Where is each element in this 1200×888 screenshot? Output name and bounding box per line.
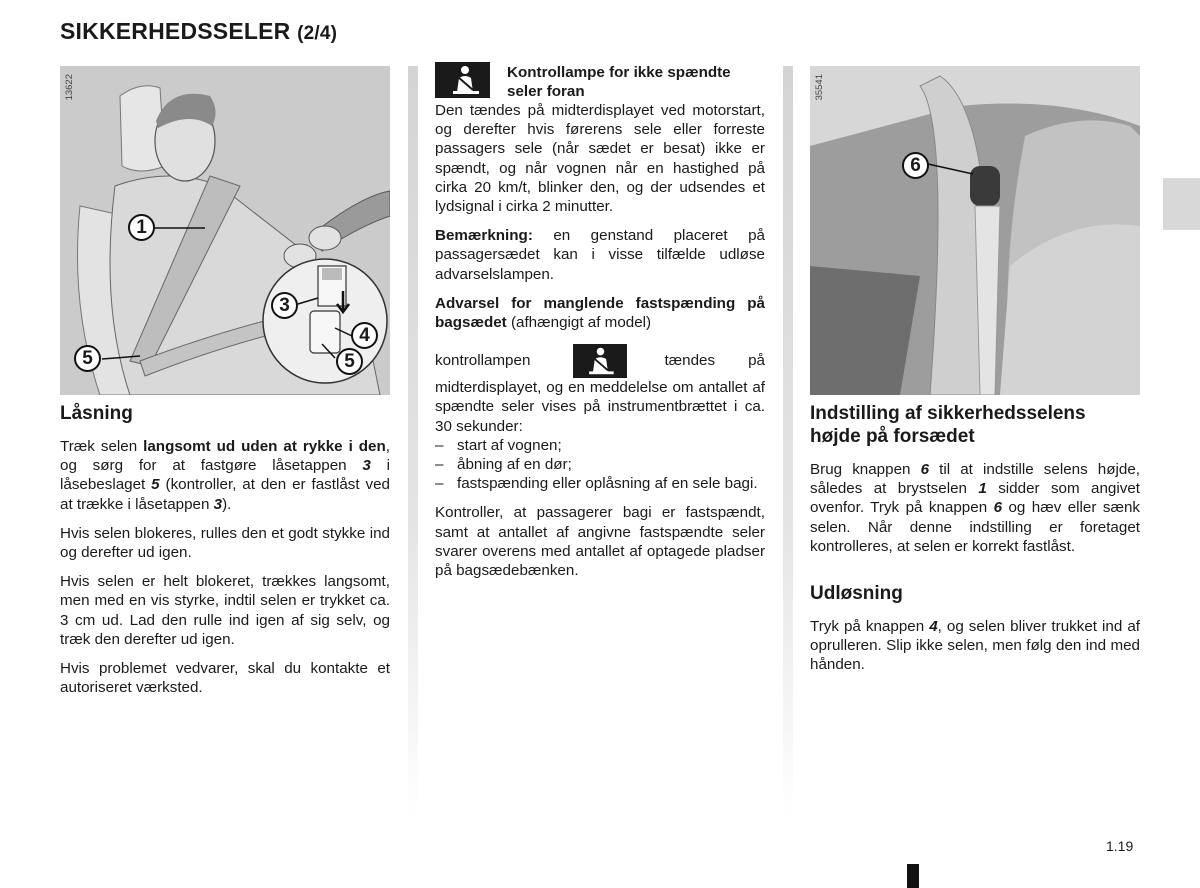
callout-5: 5 xyxy=(74,345,101,372)
section-heading-locking: Låsning xyxy=(60,403,133,424)
text: Tryk på knappen xyxy=(810,618,930,636)
callout-6: 6 xyxy=(902,152,929,179)
ref-number: 4 xyxy=(929,618,938,636)
paragraph-rear-check: Kontroller, at passagerer bagi er fastspændt, samt at antallet af angivne fastspændte seler svarer overens med antallet af optagede pladser på bagsædebænken. xyxy=(435,504,765,580)
title-part: (2/4) xyxy=(297,23,338,44)
interior-illustration xyxy=(810,66,1140,395)
text: Træk selen xyxy=(60,438,144,455)
page-number: 1.19 xyxy=(1106,838,1134,854)
list-item-text: åbning af en dør; xyxy=(457,456,572,474)
seatbelt-warning-icon xyxy=(573,344,627,378)
left-column xyxy=(60,402,390,707)
callout-1: 1 xyxy=(128,214,155,241)
ref-number: 3 xyxy=(362,457,371,475)
middle-column xyxy=(435,101,765,590)
paragraph-locking-1 xyxy=(60,437,390,514)
figure-belt-height xyxy=(810,66,1140,395)
text: en genstand placeret på passagersædet kan i visse tilfælde udløse advarselslampen. xyxy=(435,227,765,283)
seatbelt-warning-glyph xyxy=(435,62,490,98)
figure-code: 35541 xyxy=(814,74,825,101)
text: ). xyxy=(222,495,232,513)
section-heading-release: Udløsning xyxy=(810,583,903,605)
text-bold: langsomt ud uden at rykke i den xyxy=(143,438,386,455)
paragraph-lamp xyxy=(435,344,765,436)
callout-5-detail: 5 xyxy=(336,348,363,375)
chapter-tab xyxy=(1163,178,1200,230)
ref-number: 6 xyxy=(993,499,1003,517)
callout-3: 3 xyxy=(271,292,298,319)
callout-4: 4 xyxy=(351,322,378,349)
warning-title: Kontrollampe for ikke spændte seler foran xyxy=(507,64,731,101)
ref-number: 6 xyxy=(920,461,930,478)
paragraph-warning: Den tændes på midterdisplayet ved motorstart, og derefter hvis førerens sele eller forreste passagers sele (når sædet er besat) ikke er spændt, og når vognen når en hastighed på cirka 20 km/t, blinker den, og der udsendes et lydsignal i cirka 2 minutter. xyxy=(435,102,765,216)
figure-seatbelt-locking xyxy=(60,66,390,395)
paragraph-height xyxy=(810,460,1140,556)
driver-illustration xyxy=(60,66,390,395)
list-dash: – xyxy=(435,436,444,454)
seatbelt-warning-icon xyxy=(435,62,490,98)
list-item xyxy=(435,474,765,493)
paragraph-note xyxy=(435,226,765,284)
text: til at indstille selens højde, således at brystselen xyxy=(810,461,1141,498)
figure-code: 13622 xyxy=(64,74,75,101)
list-item-text: fastspænding eller oplåsning af en sele bagi. xyxy=(457,475,758,493)
list-item xyxy=(435,436,765,455)
thumb-marker xyxy=(907,864,919,888)
list-dash: – xyxy=(435,475,444,493)
column-divider-right xyxy=(783,66,793,816)
section-heading-height: Indstilling af sikkerhedsselens højde på forsædet xyxy=(810,403,1086,447)
rear-title: Advarsel for manglende fastspænding på bagsædet xyxy=(435,294,765,332)
text: , og sørg for at fastgøre låsetappen xyxy=(60,438,390,475)
text: Brug knappen xyxy=(810,461,921,478)
list-dash: – xyxy=(435,456,444,474)
text: og hæv eller sænk selen. Når denne indstilling er foretaget kontrolleres, at selen er korrekt fastlåst. xyxy=(810,499,1140,555)
text: sidder som angivet ovenfor. Tryk på knappen xyxy=(810,480,1140,517)
note-label: Bemærkning: xyxy=(435,227,533,245)
title-text: SIKKERHEDSSELER xyxy=(60,18,291,44)
text: i låsebeslaget xyxy=(60,457,391,494)
text: (kontroller, at den er fastlåst ved at trække i låsetappen xyxy=(60,476,390,513)
ref-number: 5 xyxy=(151,476,160,494)
text: tændes på midterdisplayet, og en meddelelse om antallet af spændte seler vises på instrumentbrættet i ca. 30 sekunder: xyxy=(435,352,765,435)
paragraph-release xyxy=(810,617,1140,675)
page-title xyxy=(60,18,337,45)
column-divider-left xyxy=(408,66,418,816)
text: (afhængigt af model) xyxy=(506,314,652,332)
seatbelt-warning-glyph xyxy=(573,344,627,378)
text: , og selen bliver trukket ind af oprulleren. Slip ikke selen, men følg den ind med hånden. xyxy=(810,618,1140,674)
right-column xyxy=(810,402,1140,685)
text: kontrollampen xyxy=(435,352,531,370)
paragraph-locking-3: Hvis selen er helt blokeret, trækkes langsomt, men med en vis styrke, indtil selen er trykket ca. 3 cm ud. Lad den rulle ind igen af sig selv, og træk den derefter ud igen. xyxy=(60,573,390,648)
paragraph-rear xyxy=(435,294,765,332)
ref-number: 3 xyxy=(213,495,223,513)
ref-number: 1 xyxy=(978,480,987,498)
paragraph-locking-4: Hvis problemet vedvarer, skal du kontakte et autoriseret værksted. xyxy=(60,660,390,697)
list-item xyxy=(435,455,765,474)
paragraph-locking-2: Hvis selen blokeres, rulles den et godt stykke ind og derefter ud igen. xyxy=(60,524,390,562)
list-item-text: start af vognen; xyxy=(457,436,562,454)
